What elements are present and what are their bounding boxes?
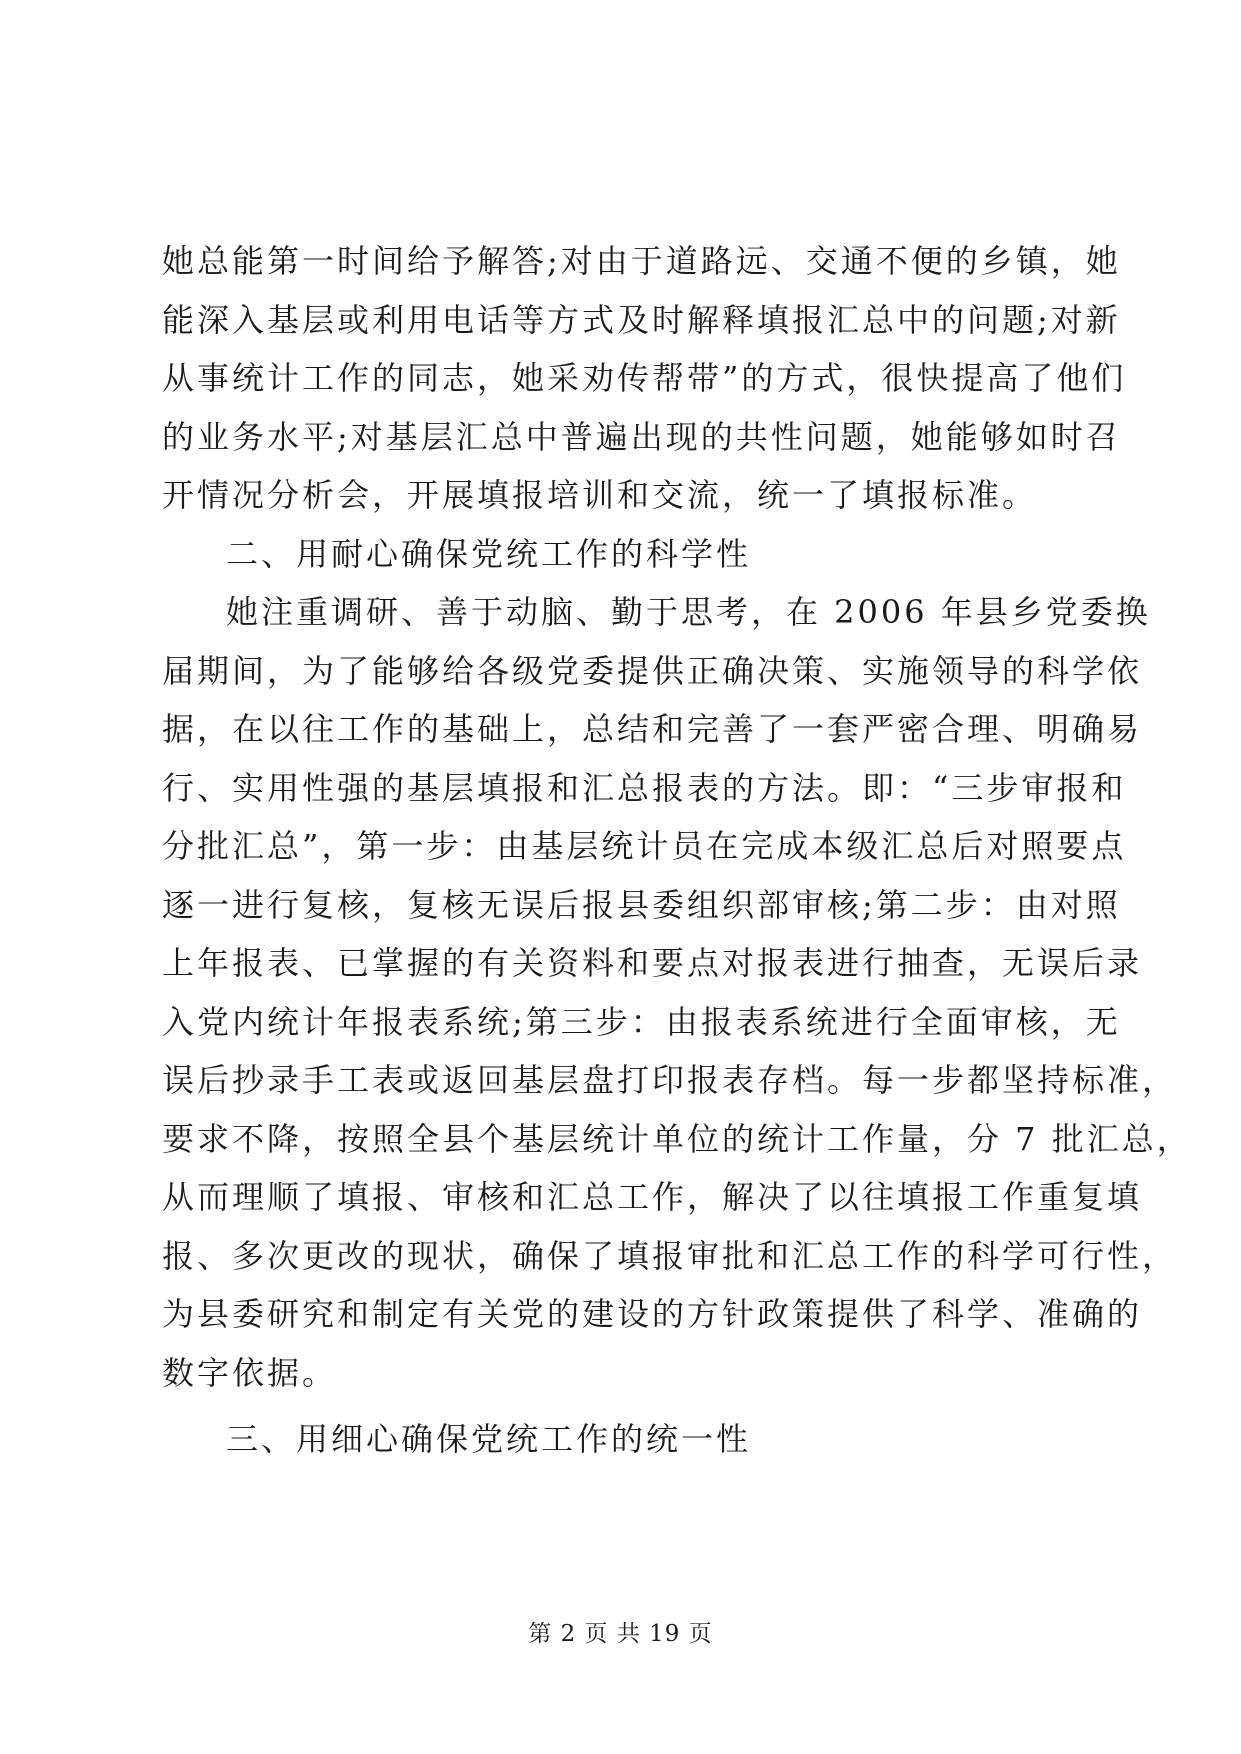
paragraph-line: 她总能第一时间给予解答;对由于道路远、交通不便的乡镇，她 xyxy=(162,242,1121,280)
paragraph-line: 为县委研究和制定有关党的建设的方针政策提供了科学、准确的 xyxy=(162,1295,1143,1333)
paragraph-line: 能深入基层或利用电话等方式及时解释填报汇总中的问题;对新 xyxy=(162,300,1121,339)
paragraph-line: 据，在以往工作的基础上，总结和完善了一套严密合理、明确易 xyxy=(162,710,1143,748)
paragraph-line: 行、实用性强的基层填报和汇总报表的方法。即：“三步审报和 xyxy=(162,768,1127,807)
paragraph-line: 误后抄录手工表或返回基层盘打印报表存档。每一步都坚持标准， xyxy=(162,1061,1178,1099)
paragraph-line: 她注重调研、善于动脑、勤于思考，在 2006 年县乡党委换 xyxy=(226,593,1151,631)
paragraph-line: 的业务水平;对基层汇总中普遍出现的共性问题，她能够如时召 xyxy=(162,417,1121,456)
paragraph-line: 数字依据。 xyxy=(162,1353,338,1392)
paragraph-line: 逐一进行复核，复核无误后报县委组织部审核;第二步：由对照 xyxy=(162,885,1121,924)
paragraph-line: 上年报表、已掌握的有关资料和要点对报表进行抽查，无误后录 xyxy=(162,944,1143,982)
paragraph-line: 届期间，为了能够给各级党委提供正确决策、实施领导的科学依 xyxy=(162,651,1143,690)
paragraph-line: 从事统计工作的同志，她采劝传帮带”的方式，很快提高了他们 xyxy=(162,359,1127,397)
paragraph-line: 从而理顺了填报、审核和汇总工作，解决了以往填报工作重复填 xyxy=(162,1178,1143,1216)
section-heading-3: 三、用细心确保党统工作的统一性 xyxy=(226,1420,752,1458)
section-heading-2: 二、用耐心确保党统工作的科学性 xyxy=(226,534,752,573)
document-body xyxy=(162,232,1192,1469)
paragraph-line: 要求不降，按照全县个基层统计单位的统计工作量，分 7 批汇总， xyxy=(162,1119,1192,1158)
paragraph-line: 分批汇总”，第一步：由基层统计员在完成本级汇总后对照要点 xyxy=(162,827,1127,865)
page-footer: 第 2 页 共 19 页 xyxy=(528,1621,713,1647)
paragraph-line: 开情况分析会，开展填报培训和交流，统一了填报标准。 xyxy=(162,476,1038,514)
paragraph-line: 报、多次更改的现状，确保了填报审批和汇总工作的科学可行性， xyxy=(162,1236,1178,1275)
paragraph-line: 入党内统计年报表系统;第三步：由报表系统进行全面审核，无 xyxy=(162,1002,1121,1041)
